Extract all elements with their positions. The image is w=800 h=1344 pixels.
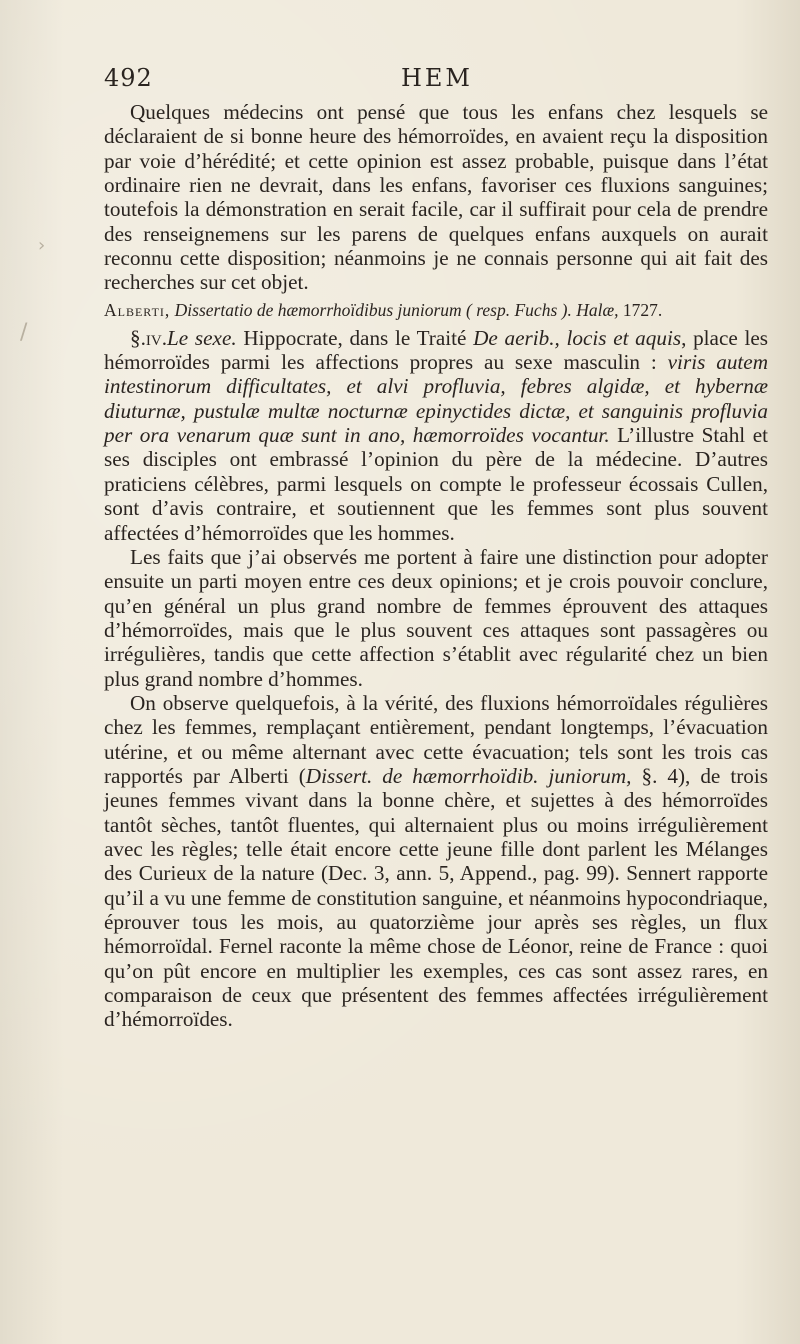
body-text — [104, 100, 768, 1032]
paragraph-sex — [104, 326, 768, 545]
section-heading: Le sexe. — [167, 325, 237, 350]
margin-mark-upper: › — [38, 235, 46, 256]
citation-title: Dissertatio de hæmorrhoïdibus juniorum ( resp. Fuchs ). Halæ, — [174, 299, 619, 320]
paragraph-distinction: Les faits que j’ai observés me portent à faire une distinction pour adopter ensuite un parti moyen entre ces deux opinions; et je crois pouvoir conclure, qu’en général un plus grand nombre de femmes éprouvent des attaques d’hémorroïdes, mais que le plus souvent ces attaques sont passagères ou irrégulières, tandis que cette affection s’établit avec régularité chez un bien plus grand nombre d’hommes. — [104, 544, 768, 691]
paragraph-sex-part-a: Hippocrate, dans le Traité — [236, 325, 474, 350]
dissertation-reference: Dissert. de hæmorrhoïdib. juniorum, — [305, 763, 632, 788]
section-mark: §.iv. — [130, 325, 168, 350]
citation-author: Alberti, — [104, 299, 171, 320]
paragraph-heredity: Quelques médecins ont pensé que tous les enfans chez lesquels se déclaraient de si bonne heure des hémorroïdes, en avaient reçu la disposition par voie d’hérédité; et cette opinion est assez probable, puisque dans l’état ordinaire rien ne devrait, dans les enfans, favoriser ces fluxions sanguines; toutefois la démonstration en serait facile, car il suffirait pour cela de prendre des renseignemens sur les parens de quelques enfans auxquels on aurait reconnu cette disposition; néanmoins je ne connais personne qui ait fait des recherches sur cet objet. — [104, 100, 768, 295]
running-head: HEM — [400, 64, 474, 92]
paragraph-sex-part-c: L’illustre Stahl et ses disciples ont embrassé l’opinion du père de la médecine. D’autres praticiens célèbres, parmi lesquels on compte le professeur écossais Cullen, sont d’avis contraire, et soutiennent que les femmes sont plus souvent affectées d’hémorroïdes que les hommes. — [104, 423, 768, 545]
citation-alberti — [104, 298, 768, 322]
paragraph-observations-part-b: §. 4), de trois jeunes femmes vivant dans la bonne chère, et sujettes à des hémorroïdes tantôt sèches, tantôt fluentes, qui alternaient plus ou moins irrégulièrement avec les règles; telle était encore cette jeune fille dont parlent les Mélanges des Curieux de la nature (Dec. 3, ann. 5, Append., pag. 99). Sennert rapporte qu’il a vu une femme de constitution sanguine, et néanmoins hypocondriaque, éprouver tous les mois, au quatorzième jour après ses règles, un flux hémorroïdal. Fernel raconte la même chose de Léonor, reine de France : quoi qu’on pût encore en multiplier les exemples, ces cas sont assez rares, en comparaison de ceux que présentent des femmes affectées irrégulièrement d’hémorroïdes. — [104, 763, 768, 1032]
paragraph-observations — [104, 691, 768, 1032]
page-number: 492 — [104, 64, 153, 92]
paragraph-observations-part-a: On observe quelquefois, à la vérité, des fluxions hémorroïdales régulières chez les femmes, remplaçant entièrement, pendant longtemps, l’évacuation utérine, et ou même alternant avec cette évacuation; tels sont les trois cas rapportés par Alberti ( — [104, 690, 768, 788]
latin-quotation: viris autem intestinorum difficultates, et alvi profluvia, febres algidæ, et hybernæ diuturnæ, pustulæ multæ nocturnæ epinyctides dictæ, et sanguinis profluvia per ora venarum quæ sunt in ano, hæmorroïdes vocantur. — [104, 350, 769, 448]
citation-year: 1727. — [622, 299, 663, 320]
page-header — [104, 64, 770, 98]
paragraph-sex-part-b: , place les hémorroïdes parmi les affections propres au sexe masculin : — [104, 325, 768, 375]
margin-mark-lower: / — [20, 320, 28, 345]
work-title: De aerib., locis et aquis — [473, 325, 682, 350]
